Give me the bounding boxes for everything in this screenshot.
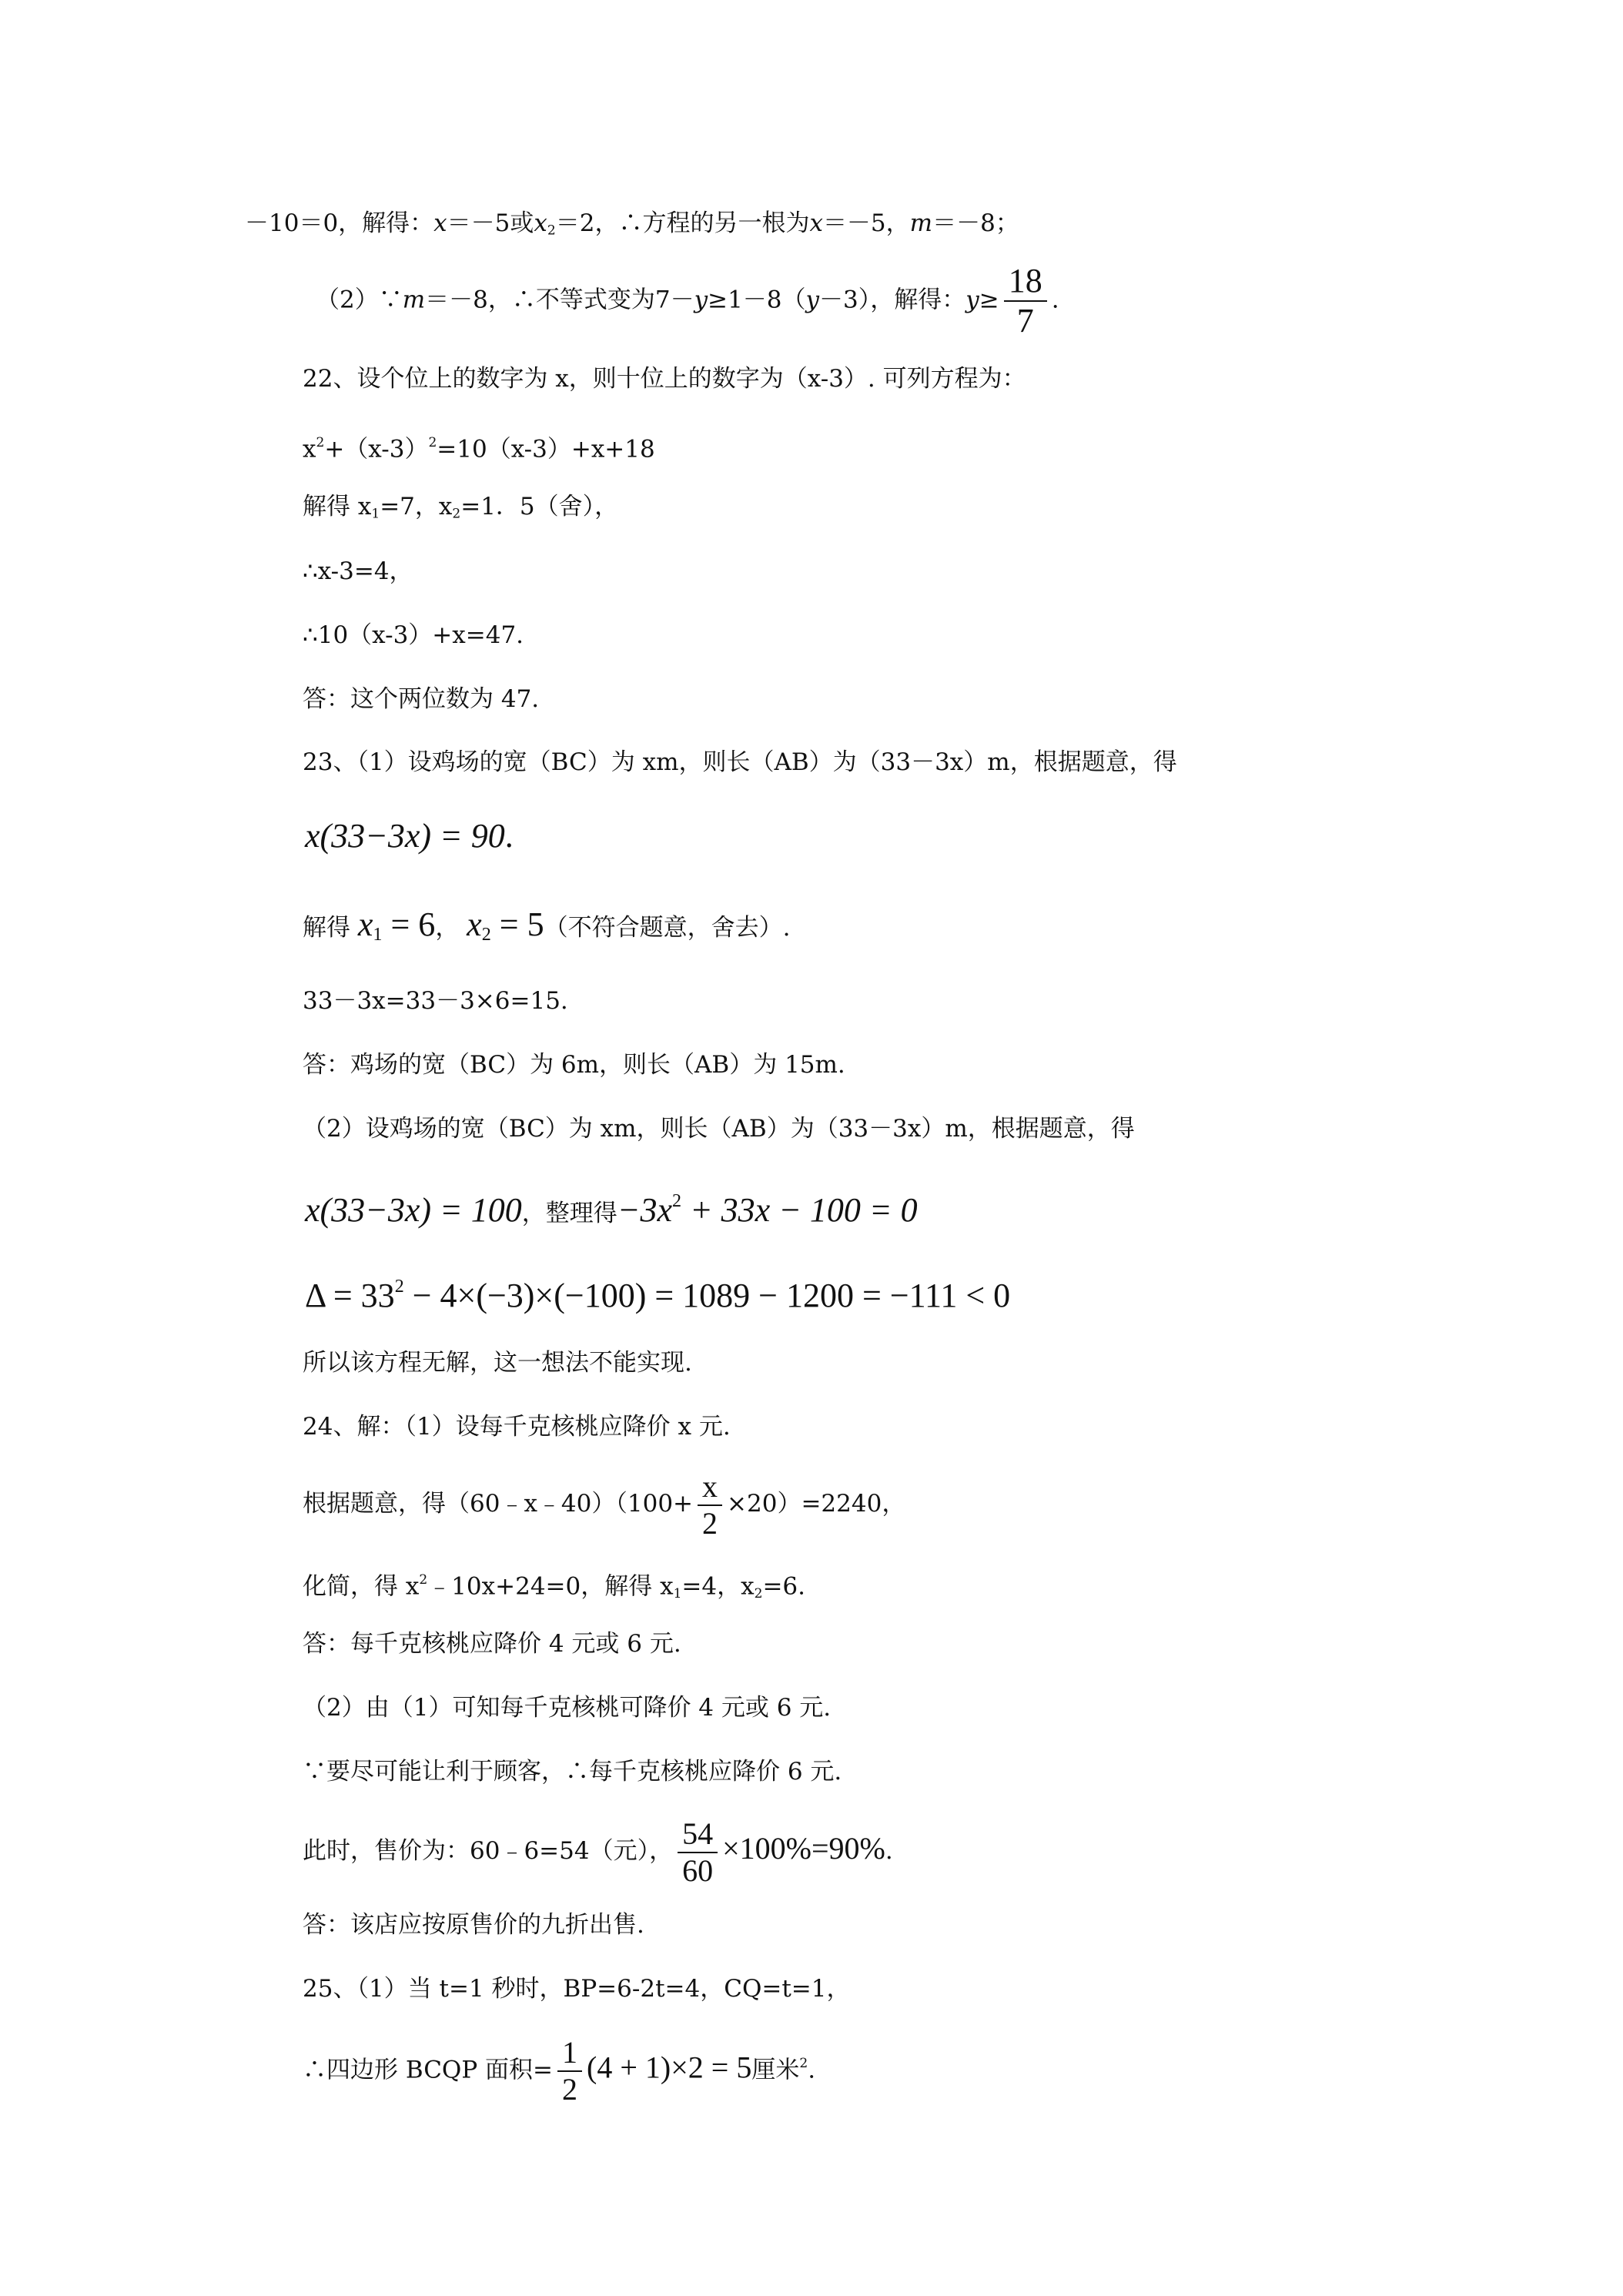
line-24 <box>303 1812 893 1888</box>
numerator: 1 <box>557 2037 582 2072</box>
line-11 <box>303 905 790 955</box>
text: 此时，售价为：60﹣6=54（元）， <box>303 1837 674 1865</box>
subscript: 2 <box>547 223 556 239</box>
text: ≥ <box>979 286 999 314</box>
text: 解得 x <box>303 493 372 520</box>
denominator: 7 <box>1016 302 1034 340</box>
line-8: 答：这个两位数为 47. <box>303 685 540 713</box>
numerator: 18 <box>1004 263 1047 302</box>
line-25: 答：该店应按原售价的九折出售. <box>303 1911 644 1939</box>
equation: (4 + 1)×2 = 5 <box>587 2050 752 2085</box>
superscript: 2 <box>316 435 325 450</box>
text: =6. <box>762 1572 806 1601</box>
fraction <box>1004 263 1047 339</box>
var-x: x <box>433 209 447 237</box>
fraction <box>698 1468 722 1541</box>
text: . <box>1051 286 1059 314</box>
text: （不符合题意，舍去）. <box>544 914 791 942</box>
var-x: x <box>534 209 547 237</box>
equation: ×100%=90% <box>722 1831 885 1866</box>
line-12: 33－3x=33－3×6=15. <box>303 987 568 1015</box>
text: －10＝0，解得： <box>245 209 434 237</box>
text: ≥1－8（ <box>708 286 806 314</box>
equation: −3x <box>617 1191 672 1230</box>
equation: x(33−3x) = 90 <box>305 817 505 855</box>
var-y: y <box>694 286 708 314</box>
line-14: （2）设鸡场的宽（BC）为 xm，则长（AB）为（33－3x）m，根据题意，得 <box>303 1115 1135 1143</box>
subscript: 2 <box>452 506 461 522</box>
text: ，整理得 <box>521 1200 617 1228</box>
text: 厘米 <box>751 2056 800 2084</box>
line-6: ∴x-3=4， <box>303 557 413 585</box>
text: ×20）=2240， <box>727 1490 906 1518</box>
subscript: 2 <box>754 1585 763 1602</box>
superscript: 2 <box>394 1277 404 1297</box>
equation: − 4×(−3)×(−100) = 1089 − 1200 = −111 < 0 <box>403 1277 1011 1315</box>
text: . <box>885 1837 893 1865</box>
text: －3），解得： <box>819 286 966 314</box>
line-27 <box>303 2027 815 2107</box>
text: ＝－5或 <box>447 209 534 237</box>
subscript: 1 <box>673 1585 682 1602</box>
text: ＝－8； <box>932 209 1019 237</box>
line-22: （2）由（1）可知每千克核桃可降价 4 元或 6 元. <box>303 1694 832 1722</box>
var-x: x <box>467 905 482 943</box>
text: ＝－5， <box>822 209 910 237</box>
text: ＝－8，∴不等式变为7－ <box>425 286 694 314</box>
text: =7，x <box>380 493 453 520</box>
line-16 <box>305 1267 1010 1316</box>
text: 根据题意，得（60﹣x﹣40）（100+ <box>303 1490 694 1518</box>
line-15 <box>305 1181 918 1233</box>
line-7: ∴10（x-3）+x=47. <box>303 621 524 649</box>
text: ， <box>435 914 460 942</box>
text: 解得 <box>303 914 350 942</box>
equation: Δ = 33 <box>305 1277 395 1315</box>
text: ﹣10x+24=0，解得 x <box>427 1572 674 1601</box>
line-26: 25、（1）当 t=1 秒时，BP=6-2t=4，CQ=t=1， <box>303 1975 851 2003</box>
superscript: 2 <box>428 435 437 450</box>
superscript: 2 <box>671 1191 681 1211</box>
line-3: 22、设个位上的数字为 x，则十位上的数字为（x-3）. 可列方程为： <box>303 365 1026 393</box>
text: 化简，得 x <box>303 1572 420 1601</box>
fraction <box>678 1818 718 1887</box>
line-2 <box>316 263 1059 339</box>
text: ∴四边形 BCQP 面积= <box>303 2056 554 2084</box>
var-x: x <box>357 905 373 943</box>
line-19 <box>303 1467 905 1541</box>
line-21: 答：每千克核桃应降价 4 元或 6 元. <box>303 1630 681 1658</box>
denominator: 60 <box>682 1853 714 1888</box>
equation: x(33−3x) = 100 <box>305 1191 522 1230</box>
text: . <box>504 817 514 855</box>
text: =4，x <box>681 1572 755 1601</box>
value: = 5 <box>490 905 544 943</box>
line-5 <box>303 491 618 529</box>
subscript: 1 <box>373 924 383 946</box>
subscript: 1 <box>371 506 380 522</box>
superscript: 2 <box>799 2056 808 2071</box>
line-17: 所以该方程无解，这一想法不能实现. <box>303 1349 692 1377</box>
superscript: 2 <box>419 1572 428 1588</box>
value: = 6 <box>382 905 436 943</box>
text: ＝2，∴方程的另一根为 <box>555 209 810 237</box>
line-18: 24、解：（1）设每千克核桃应降价 x 元. <box>303 1413 731 1441</box>
line-23: ∵要尽可能让利于顾客，∴每千克核桃应降价 6 元. <box>303 1758 842 1786</box>
text: x <box>303 435 316 464</box>
text: =10（x-3）+x+18 <box>437 435 655 464</box>
var-m: m <box>402 286 426 314</box>
denominator: 2 <box>702 1505 718 1541</box>
var-y: y <box>965 286 979 314</box>
line-1 <box>245 208 1019 246</box>
line-9: 23、（1）设鸡场的宽（BC）为 xm，则长（AB）为（33－3x）m，根据题意，得 <box>303 748 1177 776</box>
line-20 <box>303 1565 805 1609</box>
denominator: 2 <box>562 2072 578 2107</box>
line-4 <box>303 427 655 465</box>
numerator: 54 <box>678 1818 718 1853</box>
var-m: m <box>909 209 933 237</box>
text: =1．5（舍）， <box>460 493 619 520</box>
text: . <box>808 2056 816 2084</box>
equation: + 33x − 100 = 0 <box>681 1191 918 1230</box>
line-13: 答：鸡场的宽（BC）为 6m，则长（AB）为 15m. <box>303 1051 845 1079</box>
var-x: x <box>809 209 823 237</box>
text: （2）∵ <box>316 286 403 314</box>
text: +（x-3） <box>324 435 429 464</box>
fraction <box>557 2037 582 2106</box>
subscript: 2 <box>481 924 491 946</box>
line-10 <box>305 816 514 856</box>
var-y: y <box>805 286 820 314</box>
numerator: x <box>698 1471 722 1506</box>
